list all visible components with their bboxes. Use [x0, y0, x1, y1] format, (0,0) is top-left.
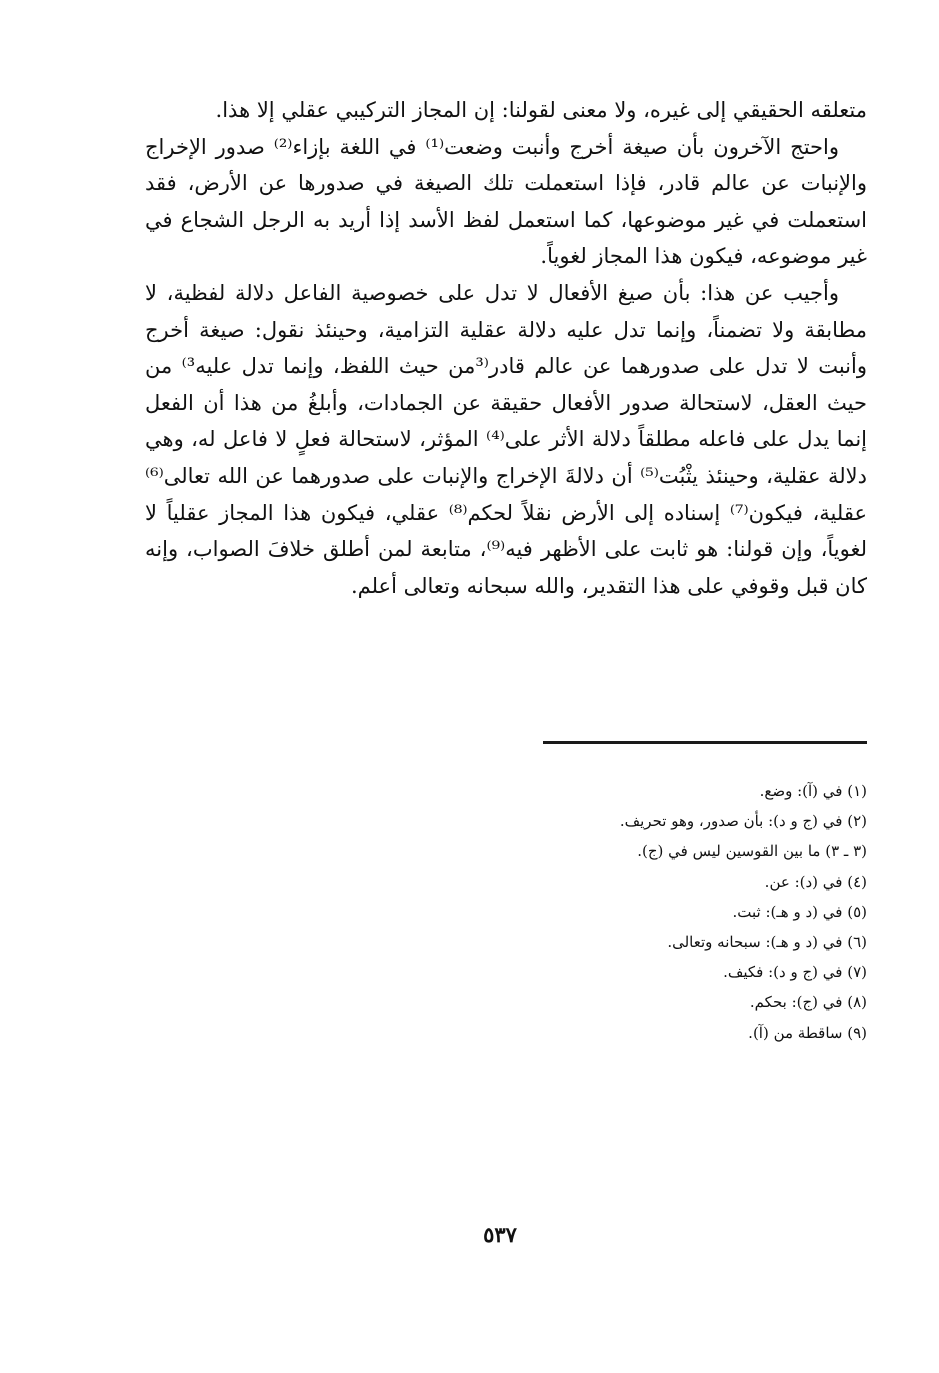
footnote-4: (٤) في (د): عن.	[764, 872, 867, 891]
paragraph-3: وأجيب عن هذا: بأن صيغ الأفعال لا تدل على خصوصية الفاعل دلالة لفظية، لا مطابقة ولا تضمناً، وإنما تدل عليه دلالة عقلية التزامية، وحينئذ نقول: صيغة أخرج وأنبت لا تدل على صدورهما عن عالم قادر⁽³من حيث اللفظ، وإنما تدل عليه³⁾ من حيث العقل، لاستحالة صدور الأفعال حقيقة عن الجمادات، وأبلغُ من هذا أن الفعل إنما يدل على فاعله مطلقاً دلالة الأثر على⁽⁴⁾ المؤثر، لاستحالة فعلٍ لا فاعل له، وهي دلالة عقلية، وحينئذ يثْبُت⁽⁵⁾ أن دلالةَ الإخراج والإنبات على صدورهما عن الله تعالى⁽⁶⁾ عقلية، فيكون⁽⁷⁾ إسناده إلى الأرض نقلاً لحكم⁽⁸⁾ عقلي، فيكون هذا المجاز عقلياً لا لغوياً، وإن قولنا: هو ثابت على الأظهر فيه⁽⁹⁾، متابعة لمن أطلق خلافَ الصواب، وإنه كان قبل وقوفي على هذا التقدير، والله سبحانه وتعالى أعلم.	[145, 280, 868, 598]
paragraph-2: واحتج الآخرون بأن صيغة أخرج وأنبت وضعت⁽¹⁾ في اللغة بإزاء⁽²⁾ صدور الإخراج والإنبات عن عالم قادر، فإذا استعملت تلك الصيغة في صدورها عن الأرض، فقد استعملت في غير موضوعها، كما استعمل لفظ الأسد إذا أريد به الرجل الشجاع في غير موضوعه، فيكون هذا المجاز لغوياً.	[145, 134, 867, 269]
footnote-6: (٦) في (د و هـ): سبحانه وتعالى.	[667, 933, 867, 952]
footnote-separator	[543, 741, 867, 744]
footnote-7: (٧) في (ج و د): فكيف.	[723, 963, 867, 982]
paragraph-1: متعلقه الحقيقي إلى غيره، ولا معنى لقولنا: إن المجاز التركيبي عقلي إلا هذا.	[215, 98, 867, 122]
footnote-1: (١) في (آ): وضع.	[759, 782, 867, 800]
page-number: ٥٣٧	[483, 1222, 517, 1247]
footnote-8: (٨) في (ج): بحكم.	[749, 993, 867, 1012]
footnote-5: (٥) في (د و هـ): ثبت.	[732, 902, 867, 921]
footnote-9: (٩) ساقطة من (آ).	[748, 1023, 867, 1042]
main-text	[145, 92, 867, 604]
footnotes-list	[400, 776, 867, 1048]
footnote-2: (٢) في (ج و د): بأن صدور، وهو تحريف.	[619, 812, 867, 831]
footnote-3: (٣ ـ ٣) ما بين القوسين ليس في (ج).	[637, 842, 867, 861]
